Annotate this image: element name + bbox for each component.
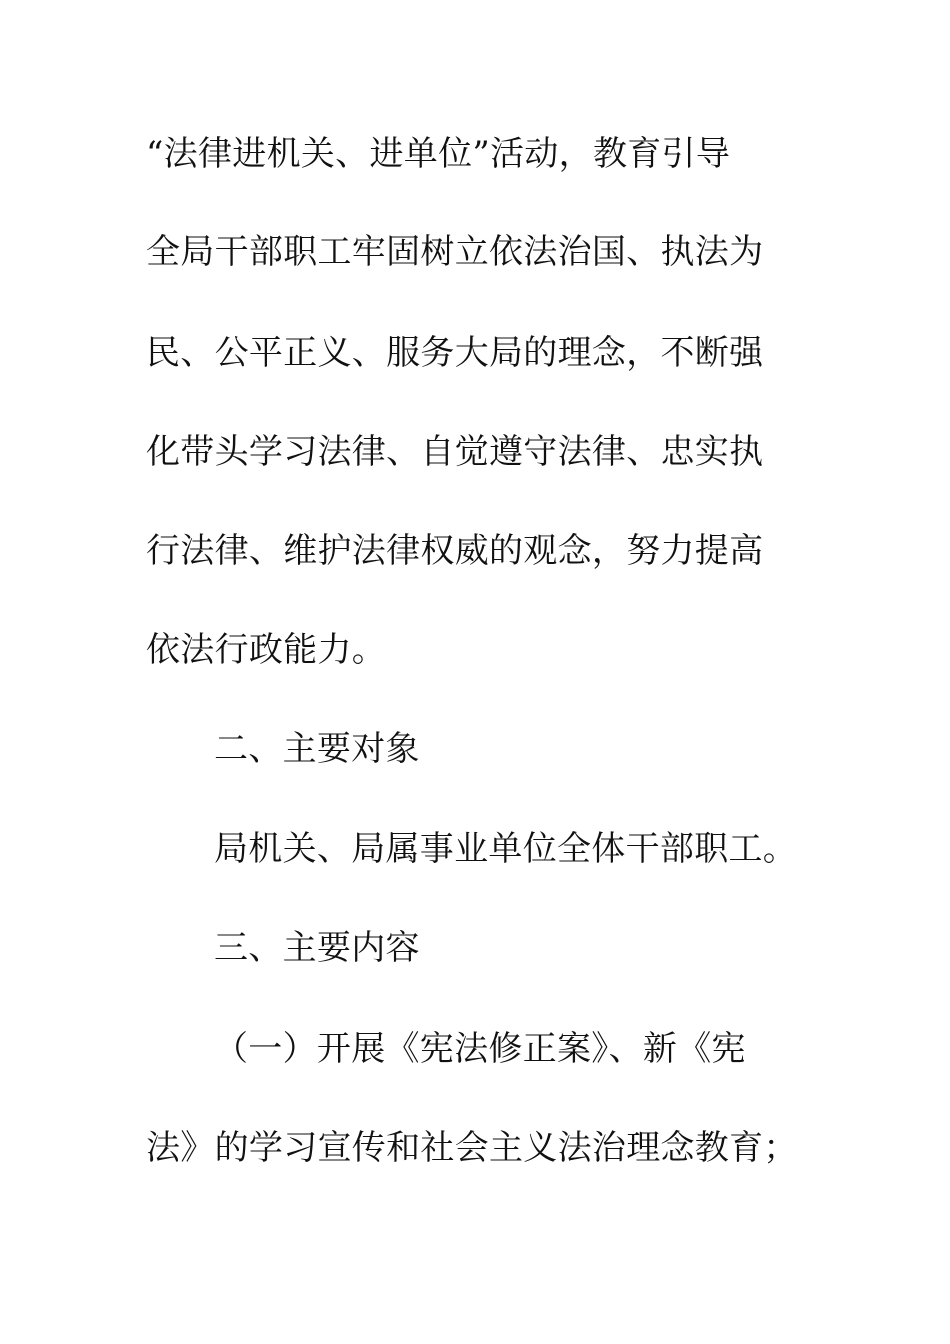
body-text-line: “法律进机关、进单位”活动，教育引导 [146, 134, 731, 174]
section-heading: 三、主要内容 [214, 928, 420, 968]
list-item-text: （一）开展《宪法修正案》、新《宪 [214, 1029, 746, 1069]
body-text-line: 民、公平正义、服务大局的理念，不断强 [146, 333, 764, 373]
body-text-line: 全局干部职工牢固树立依法治国、执法为 [146, 232, 764, 272]
body-text-line: 行法律、维护法律权威的观念，努力提高 [146, 531, 764, 571]
body-text-line: 化带头学习法律、自觉遵守法律、忠实执 [146, 432, 764, 472]
body-text-line: 局机关、局属事业单位全体干部职工。 [214, 829, 798, 869]
list-item-text: 法》的学习宣传和社会主义法治理念教育； [146, 1128, 798, 1168]
body-text-line: 依法行政能力。 [146, 630, 387, 670]
section-heading: 二、主要对象 [214, 729, 420, 769]
